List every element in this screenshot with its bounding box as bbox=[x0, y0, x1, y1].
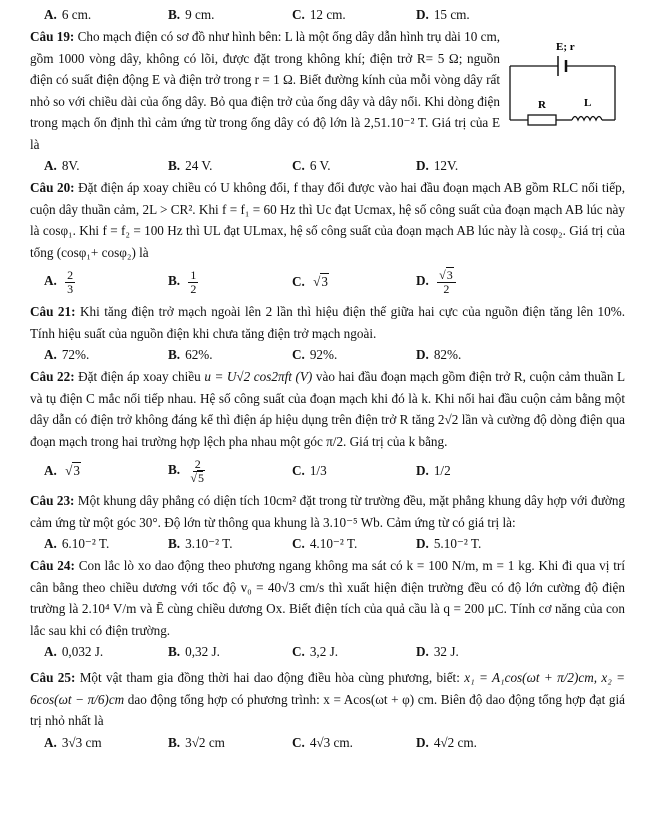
q21-option-d[interactable]: D. 82%. bbox=[416, 347, 462, 363]
q23-option-c[interactable]: C. 4.10⁻² T. bbox=[292, 536, 358, 552]
inductor-label: L bbox=[584, 97, 592, 109]
q20-option-b[interactable]: B. $\frac{1}{2}$ bbox=[168, 267, 197, 296]
q22-option-b[interactable]: B. $\frac{2}{√5}$ bbox=[168, 456, 204, 485]
q25-option-d[interactable]: D. 4√2 cm. bbox=[416, 734, 477, 750]
question-20-label: Câu 20: bbox=[30, 180, 75, 195]
question-19-text: Cho mạch điện có sơ đồ như hình bên: L là một ống dây dẫn hình trụ dài 10 cm, gồm 1000 vòng dây, không có lõi, được đặt trong không khí; điện trở R= 5 Ω; nguồn điện có suất điện động E và điện trở trong r = 1 Ω. Biết đường kính của mỗi vòng dây rất nhỏ so với chiều dài của ống dây. Bỏ qua điện trở của ống dây và dây nối. Khi dòng điện trong mạch ổn định thì cảm ứng từ trong ống dây có độ lớn là 2,51.10⁻² T. Giá trị của E là bbox=[30, 29, 500, 152]
q24-option-c[interactable]: C. 3,2 J. bbox=[292, 644, 339, 660]
question-23-label: Câu 23: bbox=[30, 493, 75, 508]
q19-option-b[interactable]: B. 24 V. bbox=[168, 158, 213, 174]
option-c[interactable]: C. 12 cm. bbox=[292, 7, 346, 23]
question-23 bbox=[30, 490, 625, 533]
question-19 bbox=[30, 26, 500, 155]
resistor-label: R bbox=[538, 99, 546, 111]
question-23-text: Một khung dây phẳng có diện tích 10cm² đặt trong từ trường đều, mặt phẳng khung dây hợp với đường cảm ứng từ một góc 30°. Độ lớn từ thông qua khung là 3.10⁻⁵ Wb. Cảm ứng từ có giá trị là: bbox=[30, 493, 626, 530]
q21-option-c[interactable]: C. 92%. bbox=[292, 347, 338, 363]
question-20-options bbox=[30, 263, 625, 301]
q23-option-a[interactable]: A. 6.10⁻² T. bbox=[44, 536, 110, 552]
q22-option-c[interactable]: C. 1/3 bbox=[292, 463, 327, 479]
q19-option-a[interactable]: A. 8V. bbox=[44, 158, 80, 174]
question-25-options bbox=[30, 732, 625, 754]
q21-option-a[interactable]: A. 72%. bbox=[44, 347, 90, 363]
q20-option-d[interactable]: D. $\frac{√3}{2}$ bbox=[402, 269, 526, 296]
question-24-options bbox=[30, 641, 625, 663]
q19-option-c[interactable]: C. 6 V. bbox=[292, 158, 331, 174]
question-20 bbox=[30, 177, 625, 263]
question-25-label: Câu 25: bbox=[30, 670, 76, 685]
factor: 2√2 bbox=[437, 412, 459, 427]
question-25: Câu 25: Một vật tham gia đồng thời hai dao động điều hòa cùng phương, biết: x₁ = A₁cos(ωt + π/2)cm, x₂ = 6cos(ωt − π/6)cm dao động tổng hợp có phương trình: x = Acos(ωt + φ) cm. Biên độ dao động tổng hợp đạt giá trị nhỏ nhất là bbox=[30, 670, 626, 728]
question-19-label: Câu 19: bbox=[30, 29, 75, 44]
x1-equation: x₁ = A₁cos(ωt + π/2)cm, bbox=[464, 670, 598, 685]
x2-equation: x₂ = 6cos(ωt − π/6)cm bbox=[30, 670, 626, 707]
question-22-options bbox=[30, 452, 625, 490]
question-21-text: Khi tăng điện trở mạch ngoài lên 2 lần thì hiệu điện thế giữa hai cực của nguồn điện tăng lên 10%. Tính hiệu suất của nguồn điện khi chưa tăng điện trở mạch ngoài. bbox=[30, 304, 625, 341]
question-24-text: Con lắc lò xo dao động theo phương ngang không ma sát có k = 100 N/m, m = 1 kg. Khi đi qua vị trí cân bằng theo chiều dương với tốc độ v₀ = 40√3 cm/s thì xuất hiện điện trường đều có độ lớn cường độ điện trường là 2.10⁴ V/m và Ē cùng chiều dương Ox. Biết điện tích của quả cầu là q = 200 μC. Tính cơ năng của con lắc sau khi có điện trường. bbox=[30, 558, 625, 638]
q25-option-b[interactable]: B. 3√2 cm bbox=[168, 734, 225, 750]
voltage-formula: u = U√2 cos2πft (V) bbox=[204, 369, 313, 384]
question-21 bbox=[30, 301, 625, 344]
question-22-label: Câu 22: bbox=[30, 369, 75, 384]
q23-option-b[interactable]: B. 3.10⁻² T. bbox=[168, 536, 233, 552]
question-22: Câu 22: Đặt điện áp xoay chiều u = U√2 cos2πft (V) vào hai đầu đoạn mạch gồm điện trở R, cuộn cảm thuần L và tụ điện C mắc nối tiếp nhau. Hệ số công suất của đoạn mạch khi đó là k. Khi nối hai đầu cuộn cảm bằng một dây dẫn có điện trở không đáng kể thì điện áp hiệu dụng trên điện trở R tăng 2√2 lần và cường độ dòng điện qua đoạn mạch trong hai trường hợp lệch pha nhau một góc π/2. Giá trị của k bằng. bbox=[30, 369, 626, 449]
source-label: E; r bbox=[556, 41, 575, 53]
option-d[interactable]: D. 15 cm. bbox=[416, 7, 470, 23]
question-20-text: Đặt điện áp xoay chiều có U không đổi, f thay đổi được vào hai đầu đoạn mạch AB gồm RLC nối tiếp, cuộn dây thuần cảm, 2L > CR². Khi f = f₁ = 60 Hz thì Uc đạt Ucmax, hệ số công suất của đoạn mạch AB lúc này là cosφ₁. Khi f = f₂ = 100 Hz thì UL đạt ULmax, hệ số công suất của đoạn mạch AB lúc này là cosφ₂. Giá trị của tổng (cosφ₁+ cosφ₂) là bbox=[30, 180, 626, 260]
question-24-label: Câu 24: bbox=[30, 558, 75, 573]
q24-option-a[interactable]: A. 0,032 J. bbox=[44, 644, 104, 660]
q20-option-a[interactable]: A. $\frac{2}{3}$ bbox=[44, 267, 74, 296]
q23-option-d[interactable]: D. 5.10⁻² T. bbox=[416, 536, 482, 552]
question-21-options bbox=[30, 344, 625, 366]
q22-option-d[interactable]: D. 1/2 bbox=[416, 463, 451, 479]
q20-option-c[interactable]: C. √3 bbox=[292, 274, 328, 290]
prev-question-options bbox=[30, 4, 625, 26]
question-19-options bbox=[30, 155, 625, 177]
q21-option-b[interactable]: B. 62%. bbox=[168, 347, 213, 363]
q25-option-a[interactable]: A. 3√3 cm bbox=[44, 734, 102, 750]
question-21-label: Câu 21: bbox=[30, 304, 76, 319]
circuit-diagram bbox=[500, 38, 625, 138]
resistor bbox=[528, 115, 556, 125]
option-a[interactable]: A. 6 cm. bbox=[44, 7, 92, 23]
q19-option-d[interactable]: D. 12V. bbox=[416, 158, 459, 174]
question-23-options bbox=[30, 533, 625, 555]
q24-option-d[interactable]: D. 32 J. bbox=[416, 644, 459, 660]
q24-option-b[interactable]: B. 0,32 J. bbox=[168, 644, 220, 660]
q25-option-c[interactable]: C. 4√3 cm. bbox=[292, 734, 353, 750]
inductor-coil bbox=[572, 117, 602, 121]
q22-option-a[interactable]: A. √3 bbox=[44, 463, 80, 479]
question-24 bbox=[30, 555, 625, 641]
option-b[interactable]: B. 9 cm. bbox=[168, 7, 215, 23]
